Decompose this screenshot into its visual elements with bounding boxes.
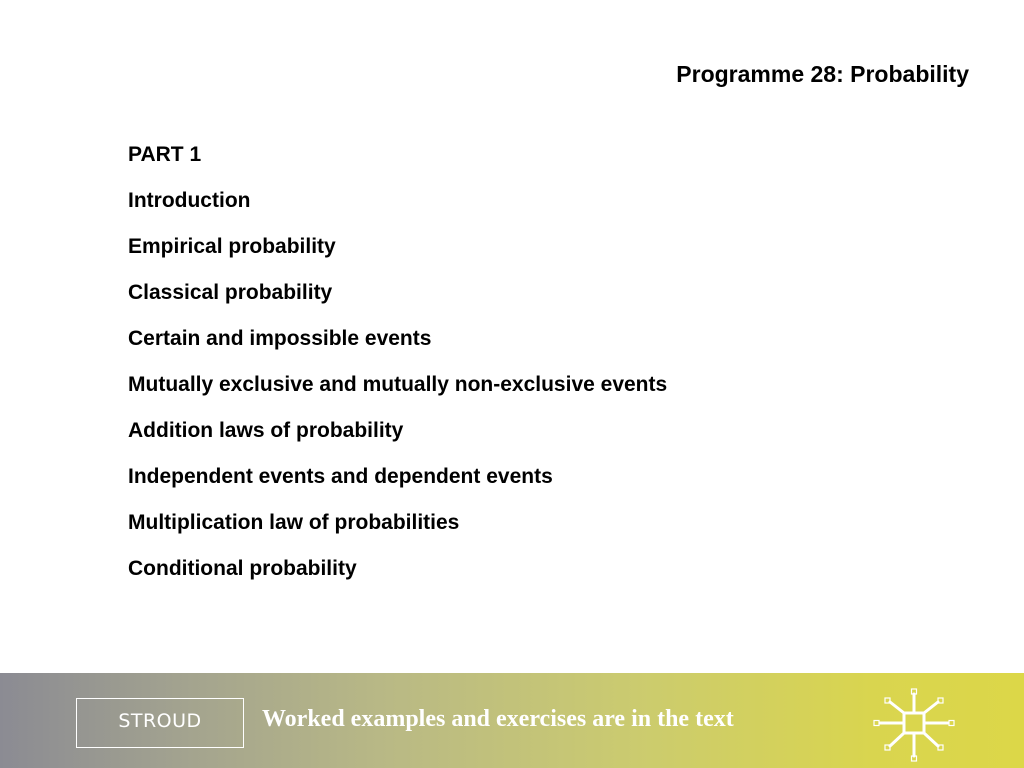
topic-item: Mutually exclusive and mutually non-exclusive events bbox=[128, 373, 668, 396]
topic-item: Certain and impossible events bbox=[128, 327, 432, 350]
footer-band bbox=[0, 673, 1024, 768]
network-icon bbox=[868, 686, 960, 764]
topic-item: Classical probability bbox=[128, 281, 333, 304]
footer-caption: Worked examples and exercises are in the text bbox=[262, 706, 734, 732]
topic-item: Addition laws of probability bbox=[128, 419, 404, 442]
topic-item: Multiplication law of probabilities bbox=[128, 511, 460, 534]
slide-title: Programme 28: Probability bbox=[676, 61, 969, 87]
topic-item: Independent events and dependent events bbox=[128, 465, 553, 488]
topic-item: Empirical probability bbox=[128, 235, 336, 258]
stroud-brand-box: STROUD bbox=[76, 698, 244, 748]
topic-item: Introduction bbox=[128, 189, 251, 212]
topic-list bbox=[128, 140, 667, 600]
topic-part-heading: PART 1 bbox=[128, 143, 202, 166]
topic-item: Conditional probability bbox=[128, 557, 357, 580]
